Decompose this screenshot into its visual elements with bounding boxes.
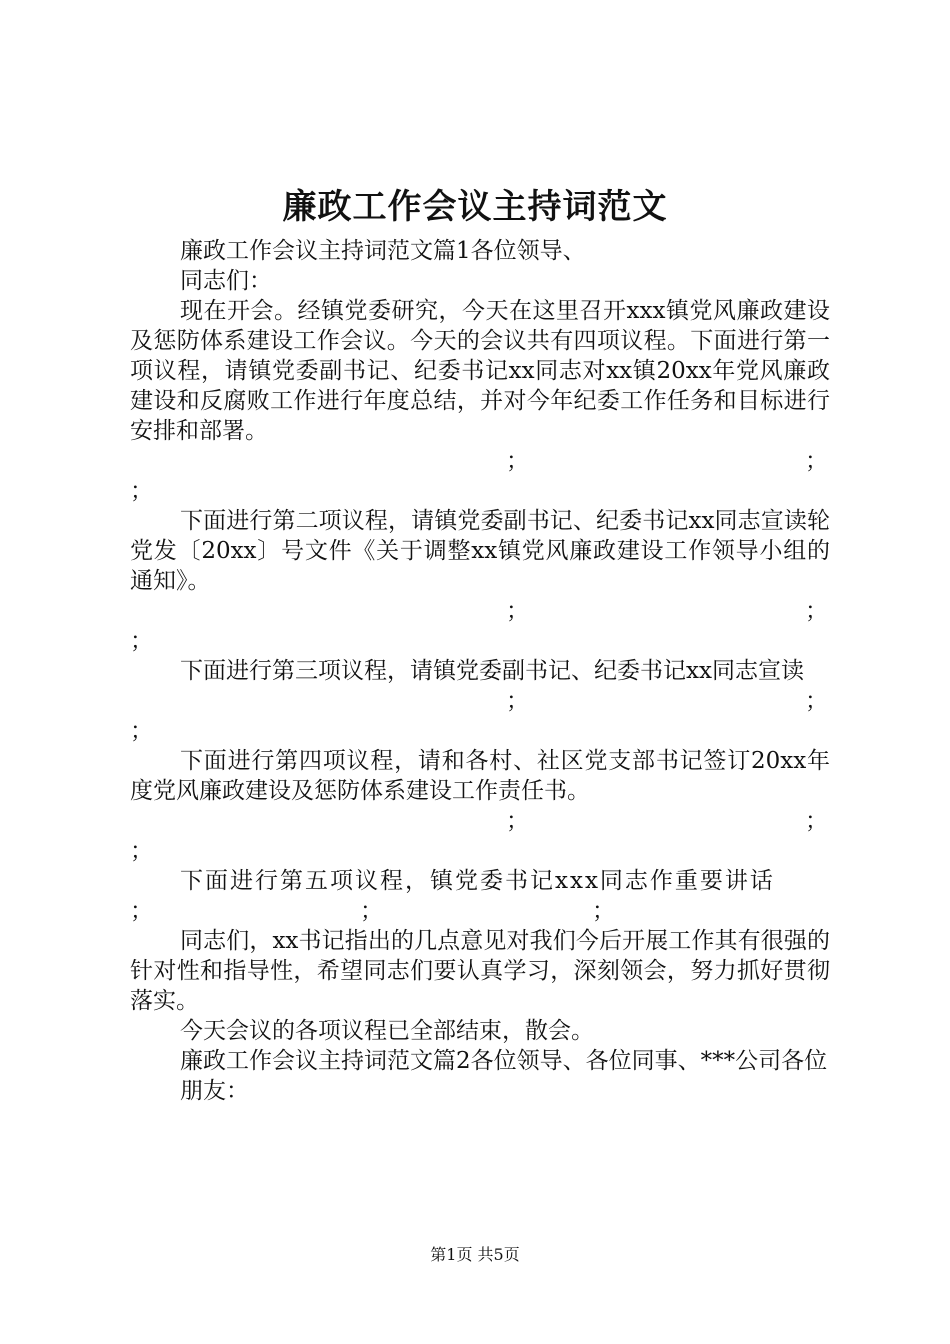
semicolon: ； bbox=[130, 838, 153, 864]
semicolon-row bbox=[130, 476, 830, 506]
semicolon: ； bbox=[130, 898, 153, 924]
paragraph-9: 今天会议的各项议程已全部结束，散会。 bbox=[180, 1018, 594, 1044]
paragraph-1: 廉政工作会议主持词范文篇1各位领导、 bbox=[180, 238, 586, 264]
semicolon: ； bbox=[360, 898, 383, 924]
semicolon-row bbox=[130, 896, 830, 926]
semicolon: ； bbox=[805, 448, 828, 474]
semicolon-row bbox=[130, 626, 830, 656]
semicolon-row bbox=[130, 806, 830, 836]
semicolon: ； bbox=[506, 448, 529, 474]
paragraph-3: 现在开会。经镇党委研究，今天在这里召开xxx镇党风廉政建设及惩防体系建设工作会议。今天的会议共有四项议程。下面进行第一项议程，请镇党委副书记、纪委书记xx同志对xx镇20xx年党风廉政建设和反腐败工作进行年度总结，并对今年纪委工作任务和目标进行安排和部署。 bbox=[130, 298, 830, 444]
document-title: 廉政工作会议主持词范文 bbox=[282, 187, 668, 227]
semicolon: ； bbox=[506, 808, 529, 834]
semicolon-row bbox=[130, 836, 830, 866]
semicolon: ； bbox=[506, 688, 529, 714]
document-body bbox=[130, 236, 830, 1106]
semicolon: ； bbox=[805, 598, 828, 624]
semicolon-row bbox=[130, 716, 830, 746]
paragraph-6: 下面进行第四项议程，请和各村、社区党支部书记签订20xx年度党风廉政建设及惩防体系建设工作责任书。 bbox=[130, 748, 830, 804]
paragraph-2: 同志们： bbox=[180, 268, 272, 294]
semicolon: ； bbox=[805, 688, 828, 714]
paragraph-8: 同志们，xx书记指出的几点意见对我们今后开展工作其有很强的针对性和指导性，希望同志们要认真学习，深刻领会，努力抓好贯彻落实。 bbox=[130, 928, 830, 1014]
paragraph-11: 朋友： bbox=[180, 1078, 249, 1104]
semicolon: ； bbox=[130, 478, 153, 504]
semicolon-row bbox=[130, 446, 830, 476]
paragraph-5: 下面进行第三项议程，请镇党委副书记、纪委书记xx同志宣读 bbox=[180, 658, 804, 684]
semicolon: ； bbox=[130, 718, 153, 744]
paragraph-7: 下面进行第五项议程，镇党委书记xxx同志作重要讲话 bbox=[180, 868, 775, 894]
semicolon-row bbox=[130, 596, 830, 626]
semicolon-row bbox=[130, 686, 830, 716]
semicolon: ； bbox=[592, 898, 615, 924]
paragraph-10: 廉政工作会议主持词范文篇2各位领导、各位同事、***公司各位 bbox=[180, 1048, 828, 1074]
semicolon: ； bbox=[506, 598, 529, 624]
semicolon: ； bbox=[805, 808, 828, 834]
page-footer: 第1页 共5页 bbox=[430, 1245, 520, 1264]
semicolon: ； bbox=[130, 628, 153, 654]
paragraph-4: 下面进行第二项议程，请镇党委副书记、纪委书记xx同志宣读轮党发〔20xx〕号文件《关于调整xx镇党风廉政建设工作领导小组的通知》。 bbox=[130, 508, 830, 594]
